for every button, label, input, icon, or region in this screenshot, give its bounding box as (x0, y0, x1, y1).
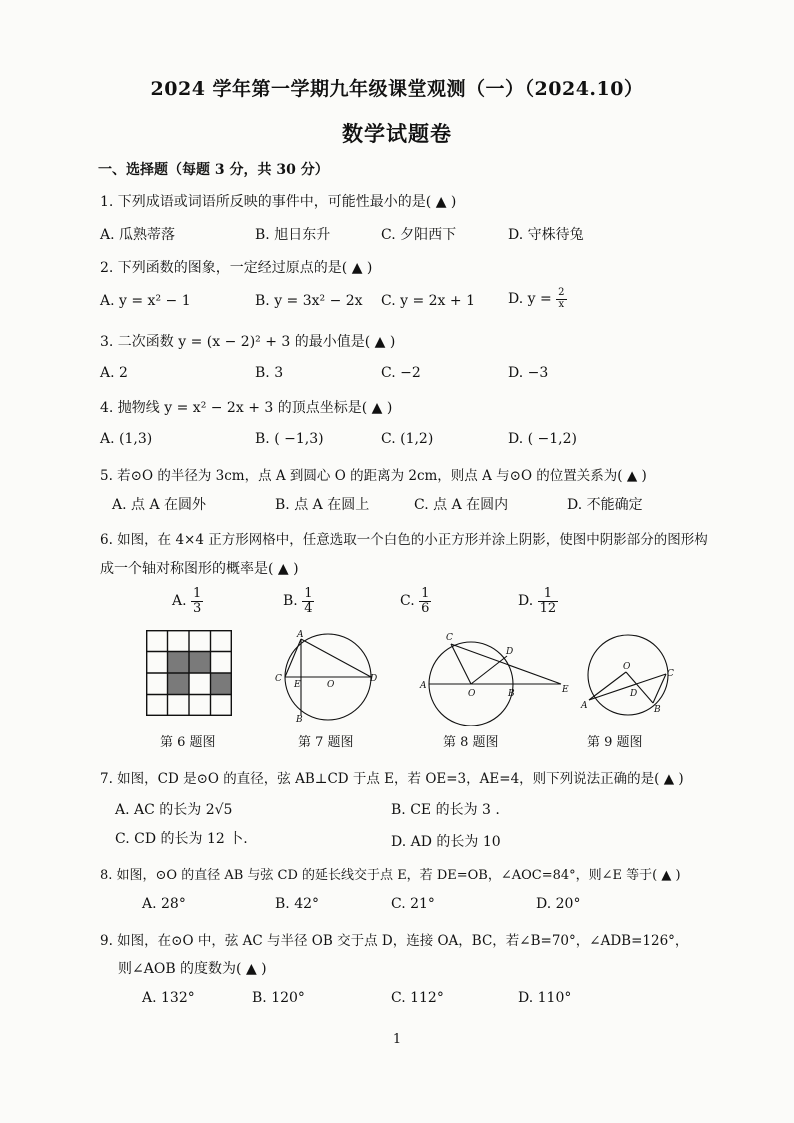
fraction-denominator: 6 (421, 600, 430, 616)
figure-8-circle (415, 626, 580, 726)
question-6-stem-line1: 6. 如图，在 4×4 正方形网格中，任意选取一个白色的小正方形并涂上阴影，使图中阴影部分的图形构 (100, 532, 708, 548)
figure-9-caption: 第 9 题图 (587, 735, 643, 750)
question-6-stem-line2: 成一个轴对称图形的概率是( ▲ ) (100, 561, 299, 577)
question-2-option-d-prefix: D. y = (508, 291, 552, 307)
question-9-option-b: B. 120° (252, 990, 305, 1006)
page-number: 1 (392, 1032, 402, 1047)
fraction (538, 587, 559, 615)
question-1-option-a: A. 瓜熟蒂落 (100, 227, 176, 243)
fraction-denominator: 4 (304, 600, 313, 616)
figure-6-caption: 第 6 题图 (160, 735, 216, 750)
label-a: A (581, 701, 588, 711)
label-b: B (296, 715, 303, 725)
fraction (556, 288, 566, 310)
figure-9-circle (578, 630, 678, 720)
question-7-stem: 7. 如图，CD 是⊙O 的直径，弦 AB⊥CD 于点 E，若 OE=3，AE=4，则下列说法正确的是( ▲ ) (100, 771, 684, 787)
question-9-option-d: D. 110° (518, 990, 572, 1006)
question-3-option-d: D. −3 (508, 365, 549, 381)
fraction-denominator: 12 (539, 600, 557, 616)
question-8-option-b: B. 42° (275, 896, 320, 912)
fraction (302, 587, 314, 615)
fraction-denominator: x (558, 298, 565, 310)
question-2-stem: 2. 下列函数的图象，一定经过原点的是( ▲ ) (100, 260, 373, 276)
label-c: C (667, 669, 674, 679)
question-1-stem: 1. 下列成语或词语所反映的事件中，可能性最小的是( ▲ ) (100, 194, 457, 210)
fraction-numerator: 1 (304, 586, 313, 601)
question-6-option-b (283, 587, 314, 615)
page-title: 2024 学年第一学期九年级课堂观测（一）（2024.10） (150, 78, 644, 100)
question-5-option-c: C. 点 A 在圆内 (414, 497, 509, 513)
option-letter: C. (400, 593, 415, 610)
fraction-numerator: 2 (558, 287, 565, 298)
question-2-option-a: A. y = x² − 1 (100, 293, 191, 309)
grid-lines (146, 630, 232, 716)
question-5-stem: 5. 若⊙O 的半径为 3cm，点 A 到圆心 O 的距离为 2cm，则点 A 与⊙O 的位置关系为( ▲ ) (100, 468, 647, 484)
question-3-option-c: C. −2 (381, 365, 421, 381)
label-c: C (275, 674, 282, 684)
label-e: E (294, 680, 301, 690)
label-d: D (370, 674, 378, 684)
option-letter: A. (172, 593, 187, 610)
question-8-stem: 8. 如图，⊙O 的直径 AB 与弦 CD 的延长线交于点 E，若 DE=OB，∠AOC=84°，则∠E 等于( ▲ ) (100, 868, 681, 883)
fraction-numerator: 1 (421, 586, 430, 601)
shaded-cell (189, 652, 211, 674)
label-o: O (468, 689, 476, 699)
question-9-stem-line1: 9. 如图，在⊙O 中，弦 AC 与半径 OB 交于点 D，连接 OA，BC，若∠B=70°，∠ADB=126°， (100, 933, 689, 949)
question-4-stem: 4. 抛物线 y = x² − 2x + 3 的顶点坐标是( ▲ ) (100, 400, 393, 416)
label-b: B (508, 689, 515, 699)
label-c: C (446, 633, 453, 643)
label-e: E (562, 685, 569, 695)
question-6-option-a (172, 587, 203, 615)
option-letter: D. (518, 593, 534, 610)
question-4-option-d: D. ( −1,2) (508, 431, 577, 447)
question-5-option-d: D. 不能确定 (567, 497, 643, 513)
label-d: D (506, 647, 514, 657)
question-3-option-a: A. 2 (100, 365, 128, 381)
shaded-cell (168, 652, 190, 674)
question-5-option-b: B. 点 A 在圆上 (275, 497, 370, 513)
fraction-numerator: 1 (538, 587, 559, 602)
label-d: D (630, 689, 638, 699)
question-3-stem: 3. 二次函数 y = (x − 2)² + 3 的最小值是( ▲ ) (100, 334, 396, 350)
label-a: A (297, 630, 304, 640)
fraction-denominator: 3 (193, 600, 202, 616)
question-4-option-a: A. (1,3) (100, 431, 153, 447)
option-letter: B. (283, 593, 298, 610)
question-6-option-d (518, 587, 558, 615)
fraction (191, 587, 203, 615)
shaded-cell (211, 673, 233, 695)
question-3-option-b: B. 3 (255, 365, 284, 381)
question-4-option-b: B. ( −1,3) (255, 431, 324, 447)
question-7-option-a: A. AC 的长为 2√5 (115, 802, 233, 818)
label-o: O (327, 680, 335, 690)
label-b: B (654, 705, 661, 715)
question-5-option-a: A. 点 A 在圆外 (112, 497, 207, 513)
question-9-option-a: A. 132° (142, 990, 195, 1006)
fraction-numerator: 1 (193, 586, 202, 601)
section-heading: 一、选择题（每题 3 分，共 30 分） (98, 162, 329, 178)
figure-8-caption: 第 8 题图 (443, 735, 499, 750)
question-1-option-c: C. 夕阳西下 (381, 227, 457, 243)
figure-7-caption: 第 7 题图 (298, 735, 354, 750)
question-2-option-d (508, 288, 567, 310)
shaded-cell (168, 673, 190, 695)
question-7-option-b: B. CE 的长为 3 . (391, 802, 500, 818)
question-2-option-b: B. y = 3x² − 2x (255, 293, 363, 309)
question-9-option-c: C. 112° (391, 990, 444, 1006)
fraction (419, 587, 431, 615)
label-a: A (420, 681, 427, 691)
question-6-option-c (400, 587, 431, 615)
question-1-option-b: B. 旭日东升 (255, 227, 331, 243)
label-o: O (623, 662, 631, 672)
page-subtitle: 数学试题卷 (342, 121, 452, 146)
figure-7-circle (270, 626, 380, 726)
question-8-option-c: C. 21° (391, 896, 435, 912)
question-9-stem-line2: 则∠AOB 的度数为( ▲ ) (118, 961, 267, 977)
question-4-option-c: C. (1,2) (381, 431, 434, 447)
question-7-option-c: C. CD 的长为 12 卜. (115, 831, 248, 847)
question-8-option-d: D. 20° (536, 896, 581, 912)
question-8-option-a: A. 28° (142, 896, 186, 912)
question-2-option-c: C. y = 2x + 1 (381, 293, 475, 309)
figure-6-grid (146, 630, 232, 716)
question-7-option-d: D. AD 的长为 10 (391, 834, 501, 850)
question-1-option-d: D. 守株待兔 (508, 227, 584, 243)
